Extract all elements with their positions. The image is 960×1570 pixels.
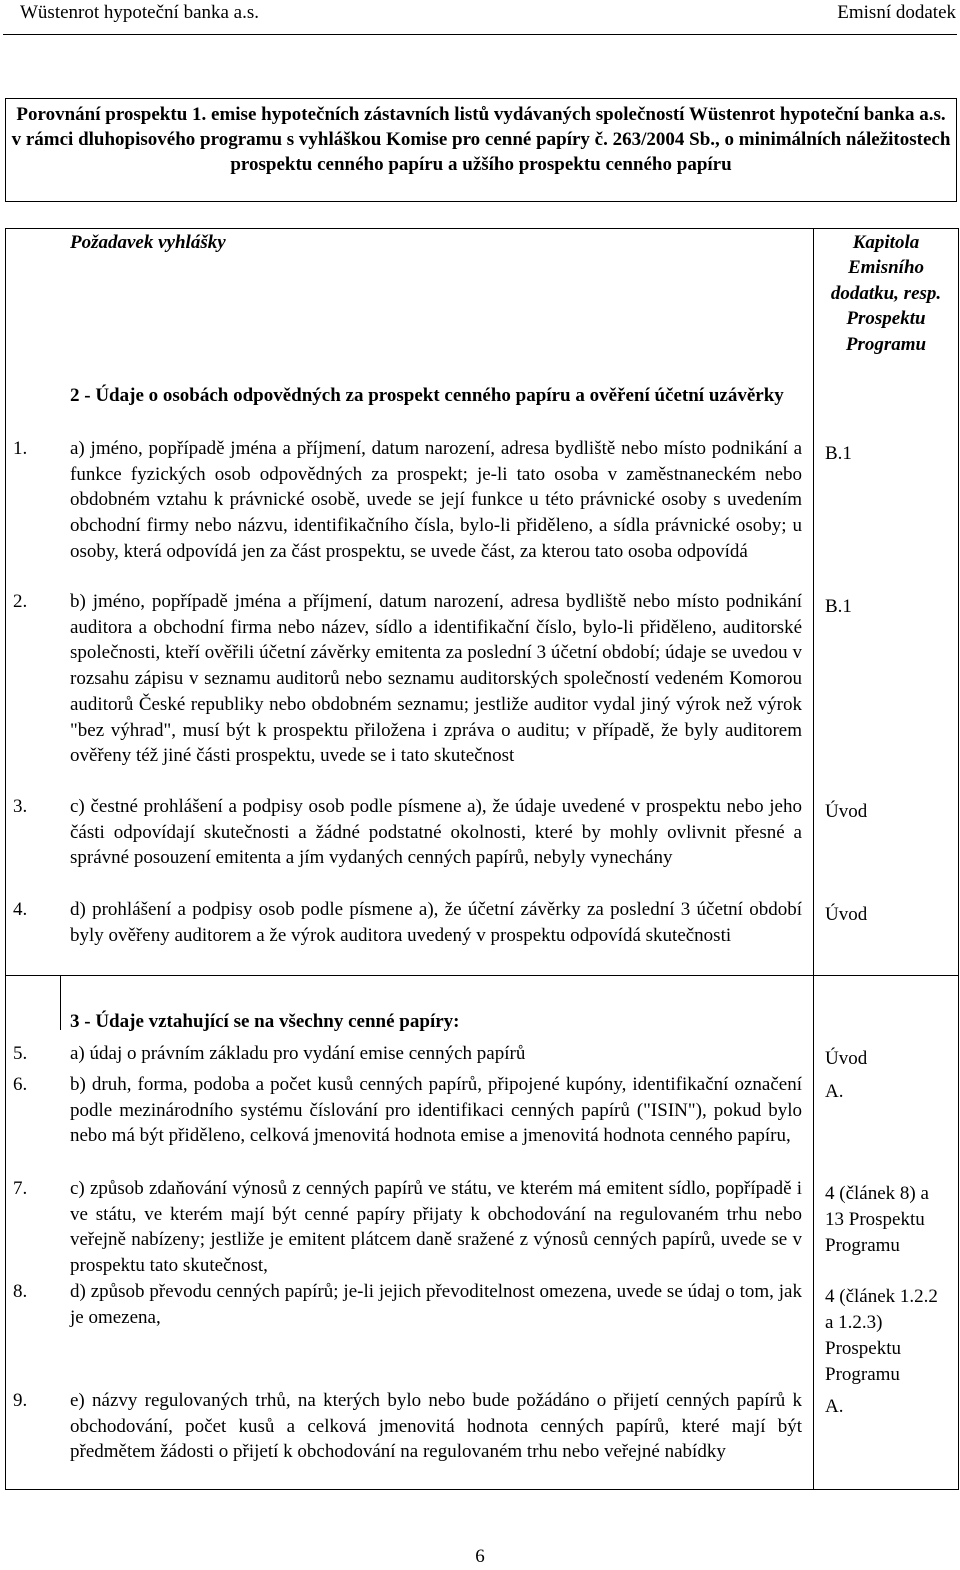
table-border-right [958, 228, 959, 1490]
row-number: 7. [13, 1178, 28, 1199]
table-border-bottom [5, 1489, 959, 1490]
section-heading: 3 - Údaje vztahující se na všechny cenné papíry: [70, 1011, 460, 1032]
table-row-divider [5, 975, 959, 976]
row-number: 3. [13, 796, 28, 817]
row-number: 9. [13, 1390, 28, 1411]
chapter-reference: A. [825, 1081, 844, 1102]
requirement-text: c) čestné prohlášení a podpisy osob podle písmene a), že údaje uvedené v prospektu nebo jeho části odpovídají skutečnosti a žádné podstatné okolnosti, které by mohly ovlivnit přesné a správné posouzení emitenta a jím vydaných cenných papírů, nebyly vynechány [70, 796, 802, 869]
chapter-reference: Úvod [825, 1048, 868, 1069]
row-number: 5. [13, 1043, 28, 1064]
requirement-text: a) jméno, popřípadě jména a příjmení, datum narození, adresa bydliště nebo místo podnikání a funkce fyzických osob odpovědných za prospekt; je-li tato osoba v zaměstnaneckém nebo obdobném vztahu k právnické osobě, uvede se její funkce u této právnické osoby s uvedením obchodní firmy nebo názvu, identifikačního čísla, bylo-li přiděleno, a sídla právnické osoby; u osoby, která odpovídá jen za část prospektu, se uvede část, za kterou tato osoba odpovídá [70, 438, 802, 562]
chapter-reference: Úvod [825, 904, 868, 925]
requirement-text: c) způsob zdaňování výnosů z cenných papírů ve státu, ve kterém má emitent sídlo, popřípadě i ve státu, ve kterém mají být cenné papíry přijaty k obchodování na regulovaném trhu nebo veřejně nabízeny; jestliže je emitent plátcem daně sražené z výnosů cenných papírů, uvede se v prospektu tato skutečnost, [70, 1178, 802, 1277]
chapter-reference: 4 (článek 1.2.2 a 1.2.3) Prospektu Programu [825, 1286, 938, 1385]
comparison-table [5, 228, 959, 1490]
row-number: 2. [13, 591, 28, 612]
chapter-reference: B.1 [825, 596, 852, 617]
column-header-requirement: Požadavek vyhlášky [70, 232, 226, 253]
table-divider-number [60, 975, 61, 1030]
requirement-text: d) prohlášení a podpisy osob podle písmene a), že účetní závěrky za poslední 3 účetní období byly ověřeny auditorem a že výrok auditora uvedený v prospektu odpovídá skutečnosti [70, 899, 802, 946]
chapter-reference: B.1 [825, 443, 852, 464]
table-border-top [5, 228, 959, 229]
requirement-text: d) způsob převodu cenných papírů; je-li jejich převoditelnost omezena, uvede se údaj o tom, jak je omezena, [70, 1281, 802, 1328]
section-heading: 2 - Údaje o osobách odpovědných za prospekt cenného papíru a ověření účetní uzávěrky [70, 385, 784, 406]
requirement-text: a) údaj o právním základu pro vydání emise cenných papírů [70, 1043, 526, 1064]
requirement-text: e) názvy regulovaných trhů, na kterých bylo nebo bude požádáno o přijetí cenných papírů k obchodování, počet kusů a celková jmenovitá hodnota cenných papírů, které mají být předmětem žádosti o přijetí k obchodování na regulovaném trhu nebo veřejné nabídky [70, 1390, 802, 1463]
row-number: 4. [13, 899, 28, 920]
page-number: 6 [475, 1546, 485, 1567]
row-number: 8. [13, 1281, 28, 1302]
chapter-reference: A. [825, 1396, 844, 1417]
chapter-reference: Úvod [825, 801, 868, 822]
header-divider [3, 34, 957, 35]
header-company: Wüstenrot hypoteční banka a.s. [20, 2, 260, 23]
row-number: 1. [13, 438, 28, 459]
chapter-reference: 4 (článek 8) a 13 Prospektu Programu [825, 1183, 929, 1256]
requirement-text: b) druh, forma, podoba a počet kusů cenných papírů, připojené kupóny, identifikační označení podle mezinárodního systému číslování pro identifikaci cenných papírů ("ISIN"), pokud bylo nebo má být přiděleno, celková jmenovitá hodnota emise a jmenovitá hodnota cenného papíru, [70, 1074, 802, 1147]
table-border-left [5, 228, 6, 1490]
column-header-chapter: Kapitola Emisního dodatku, resp. Prospektu Programu [830, 232, 942, 355]
header-document-type: Emisní dodatek [837, 2, 956, 23]
document-title: Porovnání prospektu 1. emise hypotečních zástavních listů vydávaných společností Wüstenrot hypoteční banka a.s. v rámci dluhopisového programu s vyhláškou Komise pro cenné papíry č. 263/2004 Sb., o minimálních náležitostech prospektu cenného papíru a užšího prospektu cenného papíru [5, 98, 957, 202]
row-number: 6. [13, 1074, 28, 1095]
table-divider-chapter [813, 228, 814, 1490]
requirement-text: b) jméno, popřípadě jména a příjmení, datum narození, adresa bydliště nebo místo podnikání auditora a obchodní firma nebo název, sídlo a identifikační číslo, bylo-li přiděleno, auditorské společnosti, kteří ověřili účetní závěrky emitenta za poslední 3 účetní období; údaje se uvedou v rozsahu zápisu v seznamu auditorů nebo seznamu auditorských společností vedeném Komorou auditorů České republiky nebo obdobném seznamu; jestliže auditor vydal jiný výrok než výrok "bez výhrad", musí být k prospektu přiložena i zpráva o auditu; v případě, že byly auditorem ověřeny též jiné části prospektu, uvede se i tato skutečnost [70, 591, 802, 767]
